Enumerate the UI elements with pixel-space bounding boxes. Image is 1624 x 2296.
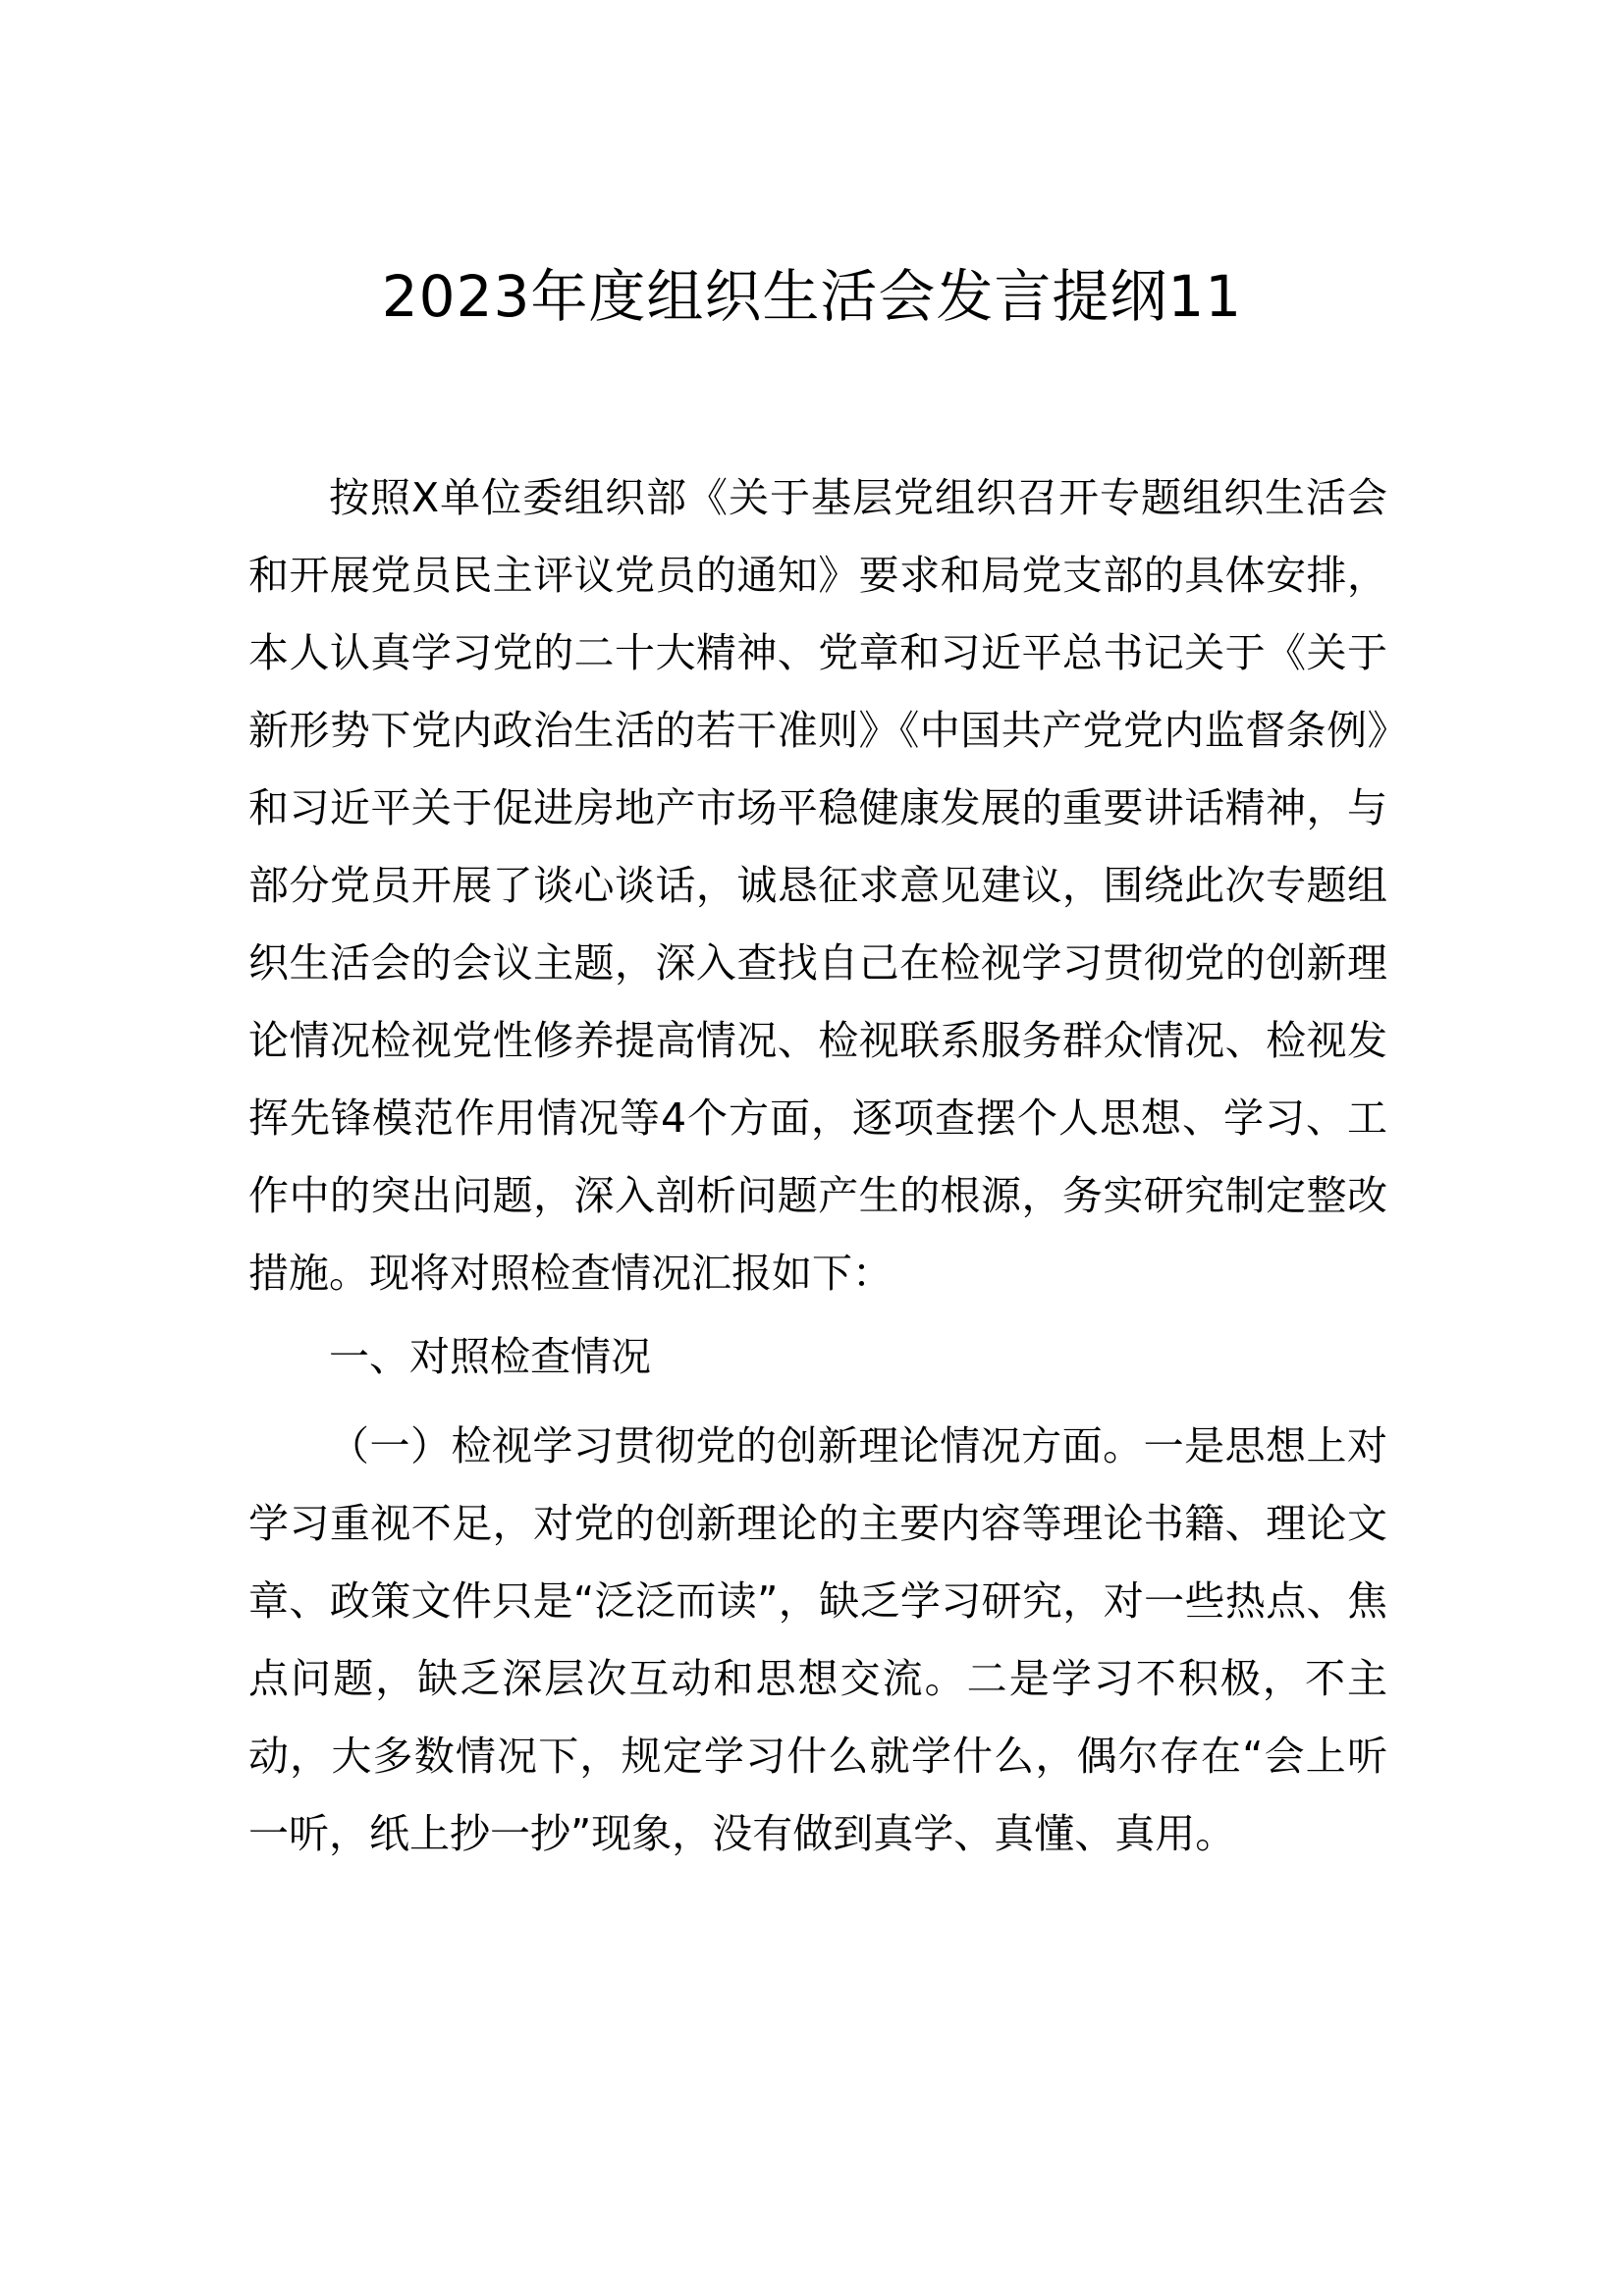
section-1-item-1-paragraph: （一）检视学习贯彻党的创新理论情况方面。一是思想上对学习重视不足，对党的创新理论的主要内容等理论书籍、理论文章、政策文件只是“泛泛而读”，缺乏学习研究，对一些热点、焦点问题，缺乏深层次互动和思想交流。二是学习不积极，不主动，大多数情况下，规定学习什么就学什么，偶尔存在“会上听一听，纸上抄一抄”现象，没有做到真学、真懂、真用。 <box>248 1422 1387 1857</box>
section-heading-1: 一、对照检查情况 <box>329 1333 651 1380</box>
intro-paragraph: 按照X单位委组织部《关于基层党组织召开专题组织生活会和开展党员民主评议党员的通知》要求和局党支部的具体安排，本人认真学习党的二十大精神、党章和习近平总书记关于《关于新形势下党内政治生活的若干准则》《中国共产党党内监督条例》和习近平关于促进房地产市场平稳健康发展的重要讲话精神，与部分党员开展了谈心谈话，诚恳征求意见建议，围绕此次专题组织生活会的会议主题，深入查找自己在检视学习贯彻党的创新理论情况检视党性修养提高情况、检视联系服务群众情况、检视发挥先锋模范作用情况等4个方面，逐项查摆个人思想、学习、工作中的突出问题，深入剖析问题产生的根源，务实研究制定整改措施。现将对照检查情况汇报如下： <box>248 474 1387 1297</box>
document-title: 2023年度组织生活会发言提纲11 <box>381 263 1243 330</box>
document-body <box>248 459 1387 1873</box>
